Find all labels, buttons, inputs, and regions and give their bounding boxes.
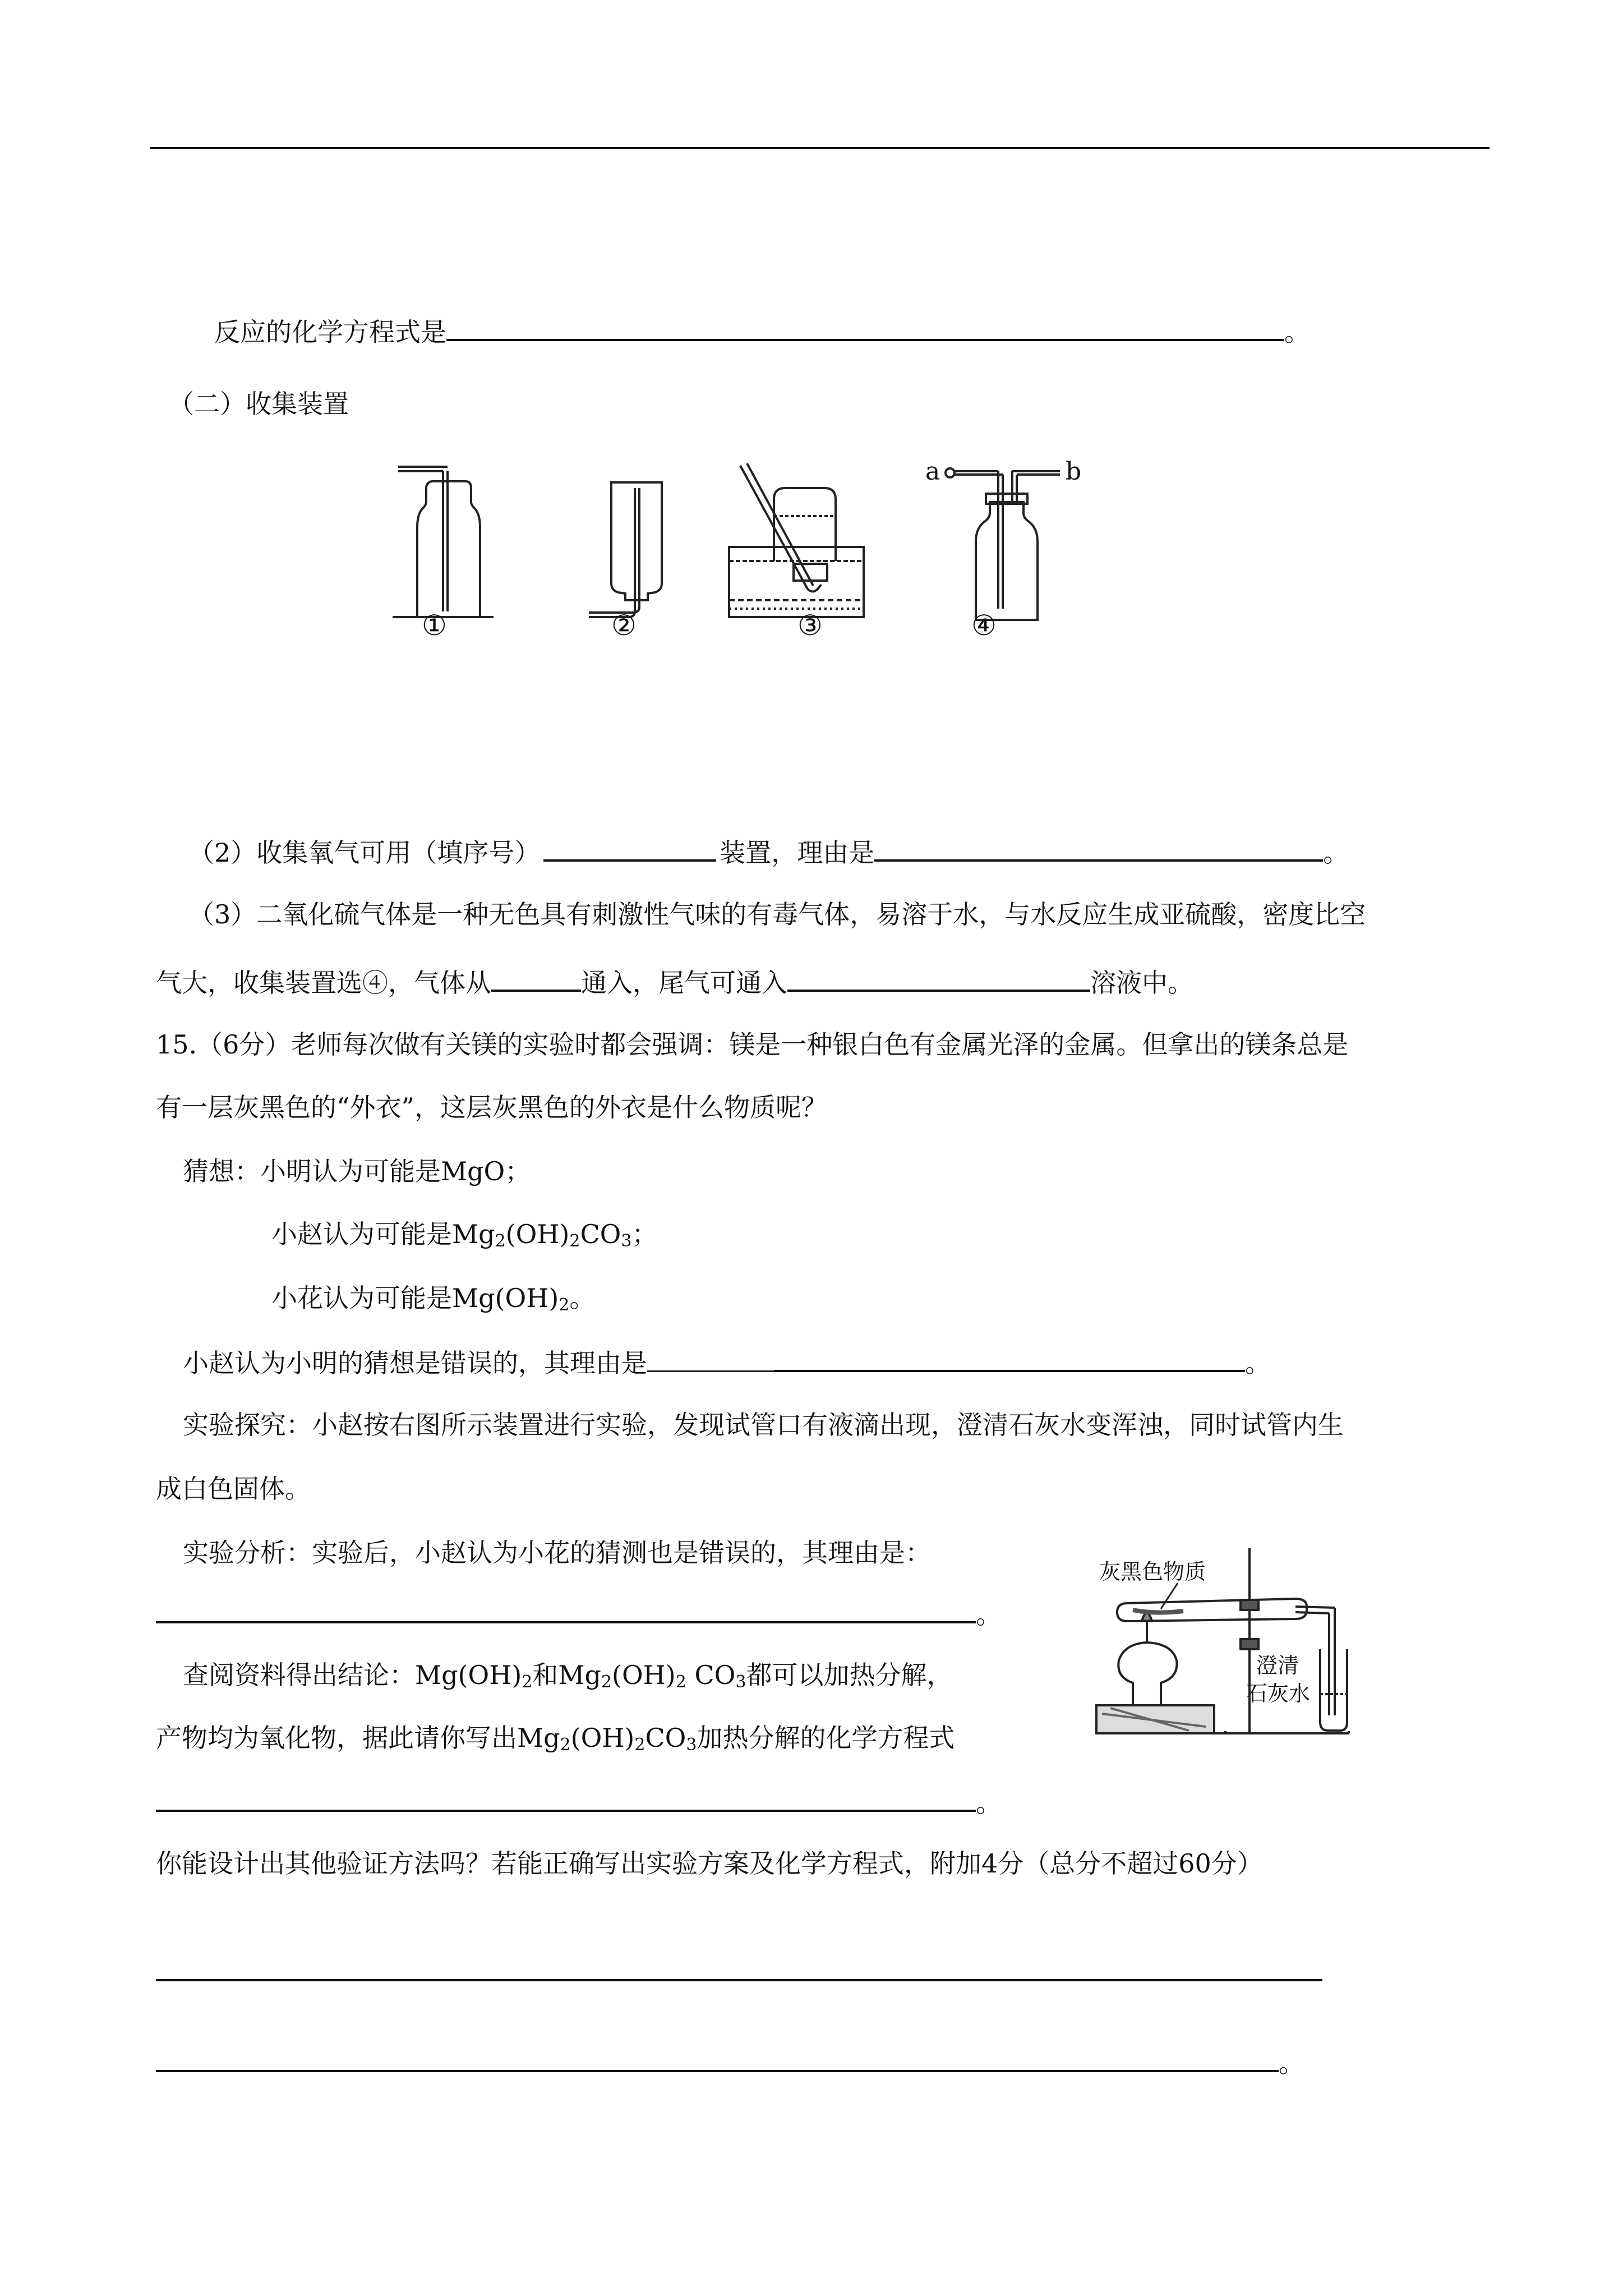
ref-b: 和Mg: [532, 1660, 601, 1690]
extra-credit-line: 你能设计出其他验证方法吗？若能正确写出实验方案及化学方程式，附加4分（总分不超过60分）: [156, 1848, 1263, 1879]
q2-prefix: （2）收集氧气可用（填序号）: [188, 838, 541, 868]
end-punct: 。: [1279, 2048, 1304, 2078]
extra-answer-line-2: [156, 2045, 1304, 2080]
guess-line1: [183, 1154, 531, 1188]
q2-reason-blank[interactable]: [874, 835, 1323, 862]
product-equation-blank[interactable]: [156, 1785, 976, 1812]
guess-2-a: 小赵认为可能是Mg: [271, 1219, 495, 1249]
q15-line2: 有一层灰黑色的“外衣”，这层灰黑色的外衣是什么物质呢？: [156, 1092, 828, 1122]
ref-c: (OH): [612, 1660, 676, 1690]
product-answer-line: [156, 1785, 1002, 1820]
clear-lime-label-2: 石灰水: [1246, 1681, 1311, 1706]
product-c: CO: [645, 1723, 686, 1753]
explore-line1: 实验探究：小赵按右图所示装置进行实验，发现试管口有液滴出现，澄清石灰水变浑浊，同时试管内生: [183, 1410, 1344, 1440]
end-punct: 。: [1284, 317, 1310, 347]
end-punct: 。: [1245, 1348, 1271, 1378]
ref-a: 查阅资料得出结论：Mg(OH): [183, 1660, 522, 1690]
apparatus-4: [946, 468, 1060, 620]
port-a-label: a: [925, 457, 940, 486]
section-title: （二）收集装置: [168, 389, 349, 419]
end-punct: 。: [976, 1599, 1002, 1630]
header-rule: [150, 147, 1490, 149]
ref-d: CO: [686, 1660, 736, 1690]
equation-prefix: 反应的化学方程式是: [214, 317, 446, 347]
guess-line2: [271, 1217, 657, 1251]
reference-line: [183, 1658, 952, 1692]
product-a: 产物均为氧化物，据此请你写出Mg: [156, 1723, 560, 1753]
sub: 2: [601, 1672, 612, 1692]
reason-blank[interactable]: [774, 1345, 1245, 1372]
sub: 2: [560, 1735, 571, 1755]
product-line: [156, 1721, 955, 1755]
guess-label: 猜想：: [183, 1156, 260, 1186]
product-b: (OH): [570, 1723, 635, 1753]
gray-black-solid-label: 灰黑色物质: [1099, 1559, 1206, 1584]
sub: 2: [559, 1295, 570, 1315]
guess-1: 小明认为可能是MgO；: [260, 1156, 531, 1186]
sub: 2: [522, 1672, 533, 1692]
port-b-label: b: [1066, 457, 1082, 486]
reason-line: [183, 1345, 1271, 1380]
end-punct: 。: [1323, 838, 1349, 868]
apparatus-1: [393, 467, 494, 617]
guess-3-b: 。: [569, 1283, 596, 1313]
q15-line1: 15.（6分）老师每次做有关镁的实验时都会强调：镁是一种银白色有金属光泽的金属。但拿出的镁条总是: [156, 1029, 1349, 1060]
explore-line2: 成白色固体。: [156, 1474, 311, 1504]
heating-experiment-figure: [1094, 1537, 1497, 1739]
q3-line2-a: 气大，收集装置选④，气体从: [156, 968, 491, 998]
ref-e: 都可以加热分解，: [746, 1660, 953, 1690]
q3-line2-b: 通入，尾气可通入: [581, 968, 787, 998]
sub: 3: [686, 1735, 697, 1755]
apparatus-label-2: ②: [611, 609, 637, 642]
analysis-answer-line: [156, 1596, 1002, 1631]
guess-line3: [271, 1281, 595, 1315]
sub: 2: [495, 1231, 506, 1251]
analysis-line: 实验分析：实验后，小赵认为小花的猜测也是错误的，其理由是：: [183, 1538, 931, 1568]
sub: 2: [569, 1231, 580, 1251]
q2-mid: 装置，理由是: [720, 838, 875, 868]
apparatus-label-3: ③: [797, 609, 823, 642]
q3-line2-c: 溶液中。: [1090, 968, 1193, 998]
equation-blank[interactable]: [446, 314, 1284, 341]
end-punct: 。: [976, 1788, 1002, 1818]
clear-lime-label-1: 澄清: [1256, 1653, 1299, 1678]
reason-prefix: 小赵认为小明的猜想是错误的，其理由是: [183, 1348, 647, 1378]
analysis-blank[interactable]: [156, 1596, 976, 1623]
q3-inlet-blank[interactable]: [491, 965, 581, 992]
guess-3-a: 小花认为可能是Mg(OH): [271, 1283, 559, 1313]
q2-device-blank[interactable]: [543, 835, 716, 862]
apparatus-2: [589, 482, 662, 617]
sub: 3: [621, 1231, 632, 1251]
equation-line: [214, 314, 1310, 349]
q3-solution-blank[interactable]: [787, 965, 1090, 992]
guess-2-b: (OH): [505, 1219, 570, 1249]
q3-line2: [156, 965, 1193, 1000]
q3-line1: （3）二氧化硫气体是一种无色具有刺激性气味的有毒气体，易溶于水，与水反应生成亚硫酸，密度比空: [188, 899, 1366, 930]
reason-blank-thin[interactable]: [647, 1346, 774, 1372]
sub: 2: [675, 1672, 686, 1692]
apparatus-label-1: ①: [422, 609, 447, 642]
guess-2-c: CO: [580, 1219, 621, 1249]
guess-2-d: ；: [631, 1219, 658, 1249]
product-d: 加热分解的化学方程式: [697, 1723, 955, 1753]
apparatus-label-4: ④: [971, 609, 997, 642]
q2-line: [188, 835, 1349, 869]
apparatus-3: [729, 463, 864, 617]
extra-answer-rule-1[interactable]: [156, 1979, 1322, 1981]
sub: 2: [634, 1735, 645, 1755]
extra-answer-blank[interactable]: [156, 2045, 1279, 2072]
sub: 3: [735, 1672, 746, 1692]
